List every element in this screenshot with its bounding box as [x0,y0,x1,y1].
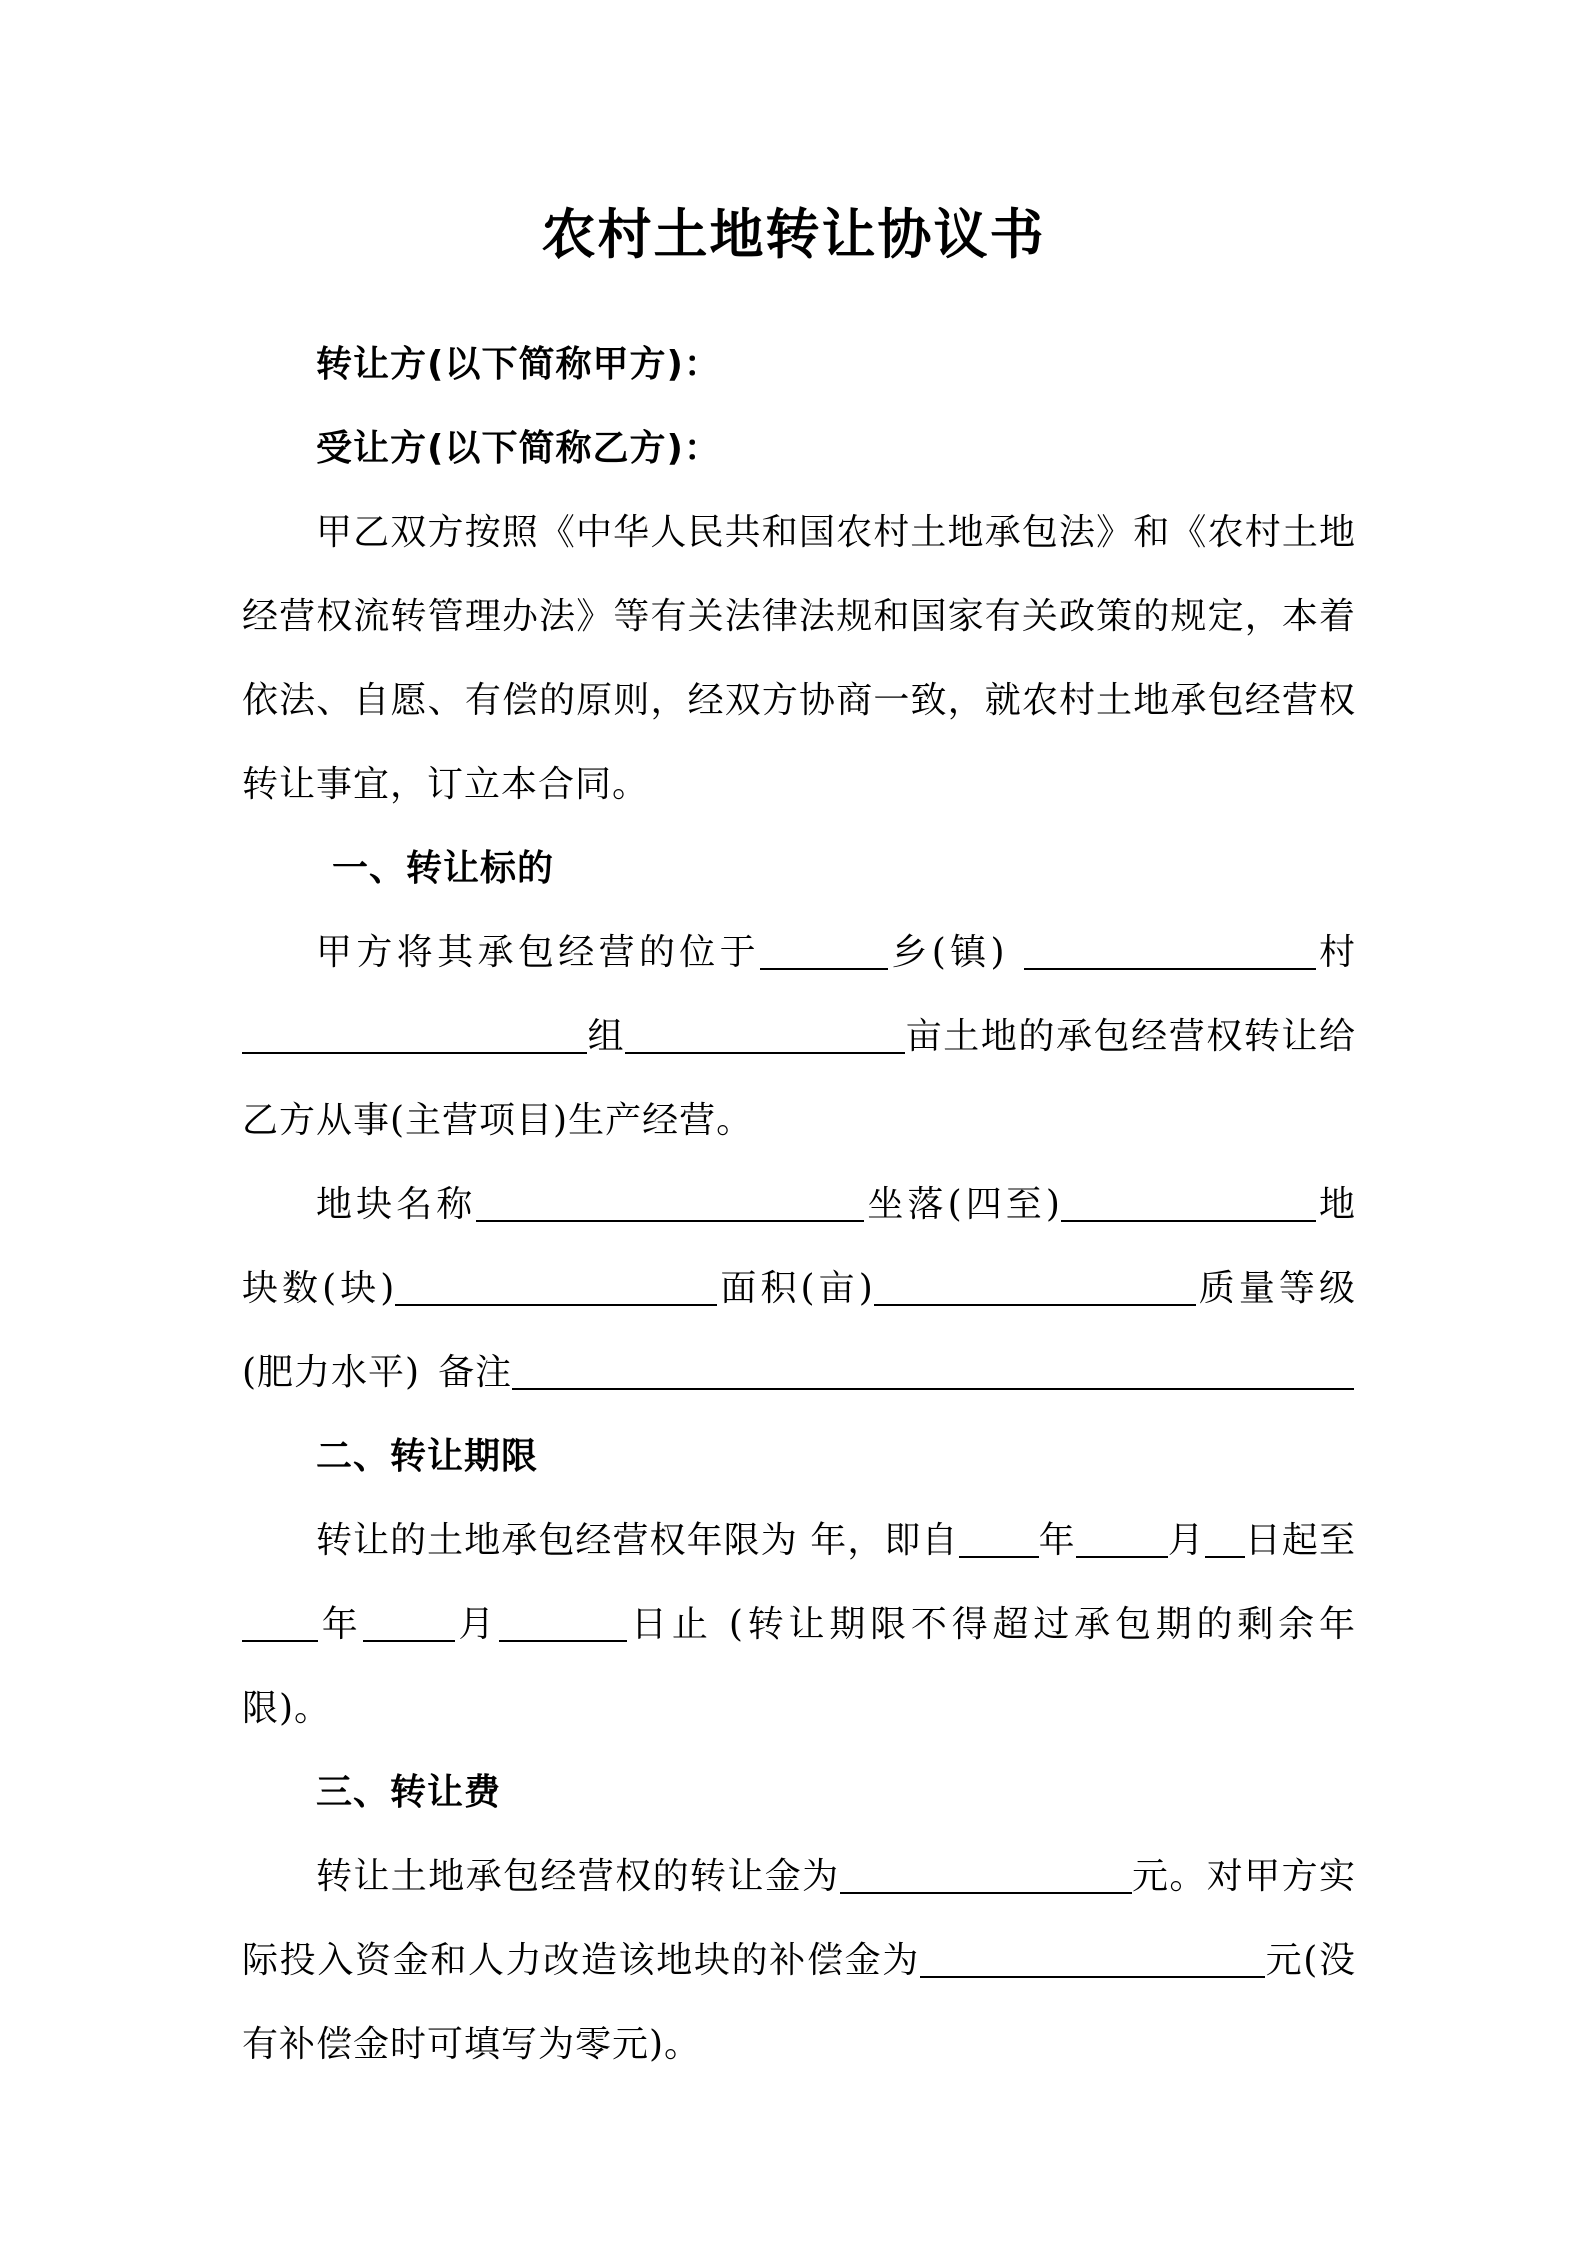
document-title: 农村土地转让协议书 [541,203,1046,266]
section1-location-paragraph [242,911,1356,1163]
township-blank[interactable] [760,928,888,970]
term-text-d: 日起至 [1244,1520,1356,1561]
section2-heading: 二、转让期限 [316,1436,539,1477]
plot-area-blank[interactable] [874,1264,1196,1306]
section3-heading: 三、转让费 [316,1772,502,1813]
location-text-b: 乡(镇) [888,932,1006,973]
plot-area-label: 面积(亩) [717,1268,874,1309]
plot-count-blank[interactable] [395,1264,717,1306]
start-month-blank[interactable] [1076,1516,1168,1558]
location-text-a: 甲方将其承包经营的位于 [316,932,761,973]
transferor-label: 转让方(以下简称甲方)： [316,344,721,385]
start-year-blank[interactable] [959,1516,1039,1558]
fee-text-c: 元(没有补偿金时可填写为零元)。 [242,1940,1356,2065]
plot-name-label: 地块名称 [316,1184,477,1225]
document-body [242,323,1356,2087]
term-text-f: 月 [454,1604,500,1645]
location-text-e: 亩土地的承包经营权转让给乙方从事(主营项目)生产经营。 [242,1016,1356,1141]
remarks-label: 备注 [438,1352,513,1393]
term-text-e: 年 [318,1604,363,1645]
plot-boundary-label: 坐落(四至) [864,1184,1061,1225]
section1-heading: 一、转让标的 [332,848,555,889]
end-month-blank[interactable] [363,1600,455,1642]
transferee-label: 受让方(以下简称乙方)： [316,428,721,469]
start-day-blank[interactable] [1205,1516,1245,1558]
area-mu-blank[interactable] [625,1012,905,1054]
end-day-blank[interactable] [499,1600,627,1642]
plot-name-blank[interactable] [476,1180,864,1222]
quality-grade-label: 质量等级(肥力水平) [242,1268,1356,1393]
term-text-g: 日止 (转让期限不得超过承包期的剩余年限)。 [242,1604,1356,1729]
section2-paragraph [242,1499,1356,1751]
location-text-c: 村 [1315,932,1356,973]
preamble-paragraph: 甲乙双方按照《中华人民共和国农村土地承包法》和《农村土地经营权流转管理办法》等有关法律法规和国家有关政策的规定，本着依法、自愿、有偿的原则，经双方协商一致，就农村土地承包经营权转让事宜，订立本合同。 [242,512,1356,805]
plot-count-label: 地块数(块) [242,1184,1356,1309]
fee-text-b: 元。对甲方实际投入资金和人力改造该地块的补偿金为 [242,1856,1356,1981]
term-text-a: 转让的土地承包经营权年限为 年，即自 [316,1520,959,1561]
fee-text-a: 转让土地承包经营权的转让金为 [316,1856,840,1897]
group-blank[interactable] [242,1012,587,1054]
plot-boundary-blank[interactable] [1061,1180,1316,1222]
section1-plot-paragraph [242,1163,1356,1415]
section3-paragraph [242,1835,1356,2087]
remarks-blank[interactable] [512,1348,1354,1390]
transfer-fee-blank[interactable] [840,1852,1132,1894]
compensation-blank[interactable] [920,1936,1265,1978]
location-text-d: 组 [587,1016,626,1057]
village-blank[interactable] [1024,928,1316,970]
term-text-c: 月 [1167,1520,1205,1561]
term-text-b: 年 [1038,1520,1076,1561]
end-year-blank[interactable] [242,1600,318,1642]
